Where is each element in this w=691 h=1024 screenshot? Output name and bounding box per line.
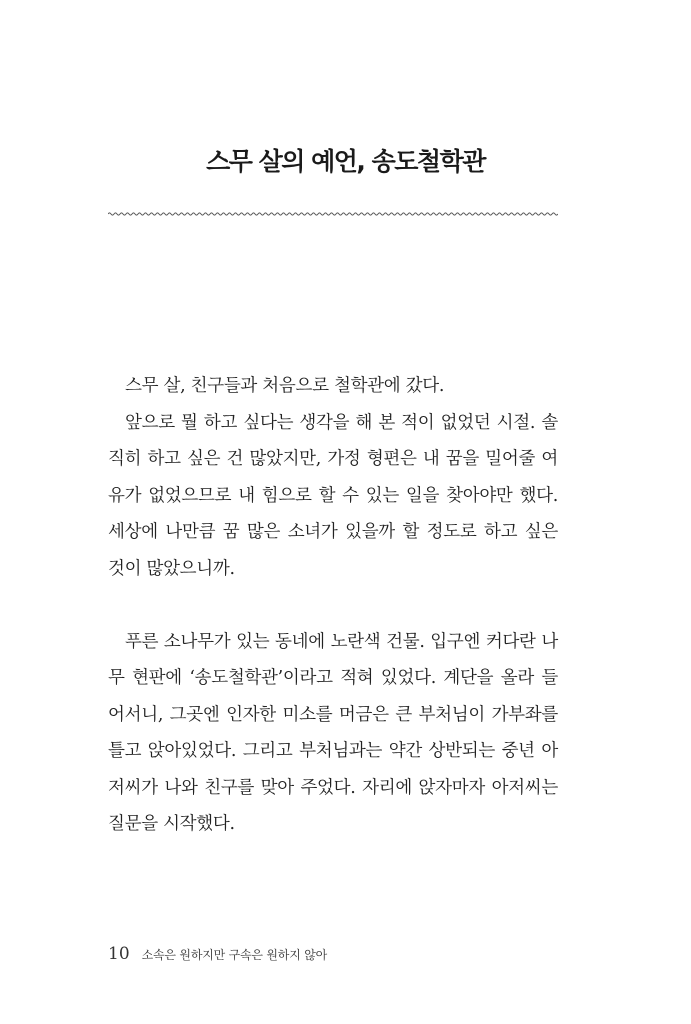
paragraph-3: 푸른 소나무가 있는 동네에 노란색 건물. 입구엔 커다란 나무 현판에 ‘송도철학관’이라고 적혀 있었다. 계단을 올라 들어서니, 그곳엔 인자한 미소를 머금은 큰 부처님이 가부좌를 틀고 앉아있었다. 그리고 부처님과는 약간 상반되는 중년 아저씨가 나와 친구를 맞아 주었다. 자리에 앉자마자 아저씨는 질문을 시작했다.	[108, 631, 558, 834]
chapter-title: 스무 살의 예언, 송도철학관	[206, 147, 485, 176]
body-text	[108, 368, 558, 843]
page-number: 10	[108, 944, 130, 964]
running-title: 소속은 원하지만 구속은 원하지 않아	[141, 948, 327, 962]
paragraph-1: 스무 살, 친구들과 처음으로 철학관에 갔다.	[125, 376, 445, 396]
page-footer	[108, 944, 327, 964]
paragraph-2: 앞으로 뭘 하고 싶다는 생각을 해 본 적이 없었던 시절. 솔직히 하고 싶은 건 많았지만, 가정 형편은 내 꿈을 밀어줄 여유가 없었으므로 내 힘으로 할 수 있는 일을 찾아야만 했다. 세상에 나만큼 꿈 많은 소녀가 있을까 할 정도로 하고 싶은 것이 많았으니까.	[108, 412, 558, 579]
wavy-divider	[108, 208, 558, 220]
paragraph-gap	[108, 587, 558, 624]
